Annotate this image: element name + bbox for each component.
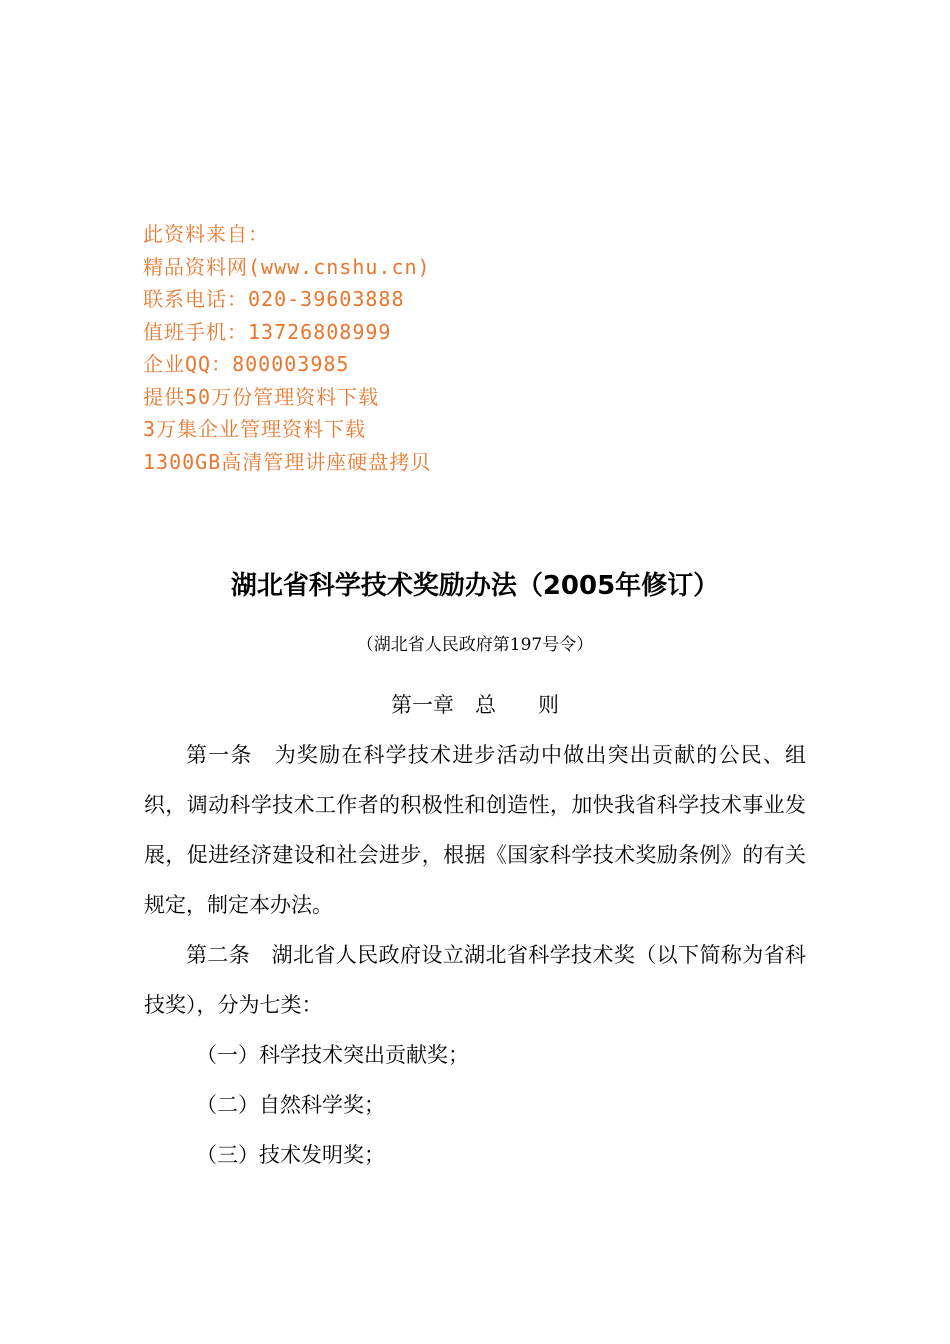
promo-line-3: 1300GB高清管理讲座硬盘拷贝 bbox=[143, 449, 432, 474]
promo-line-1: 提供50万份管理资料下载 bbox=[143, 384, 380, 409]
list-item: （一）科学技术突出贡献奖； bbox=[196, 1043, 469, 1067]
promo-line-2: 3万集企业管理资料下载 bbox=[143, 417, 367, 441]
source-info-line: 此资料来自： bbox=[143, 222, 269, 246]
article-1 bbox=[144, 730, 806, 930]
source-website-line: 精品资料网(www.cnshu.cn) bbox=[143, 254, 431, 279]
list-item: （二）自然科学奖； bbox=[196, 1093, 385, 1117]
article-2 bbox=[144, 930, 806, 1030]
article-2-text: 湖北省人民政府设立湖北省科学技术奖（以下简称为省科技奖），分为七类： bbox=[144, 943, 807, 1017]
article-2-label: 第二条 bbox=[186, 943, 251, 967]
phone-line: 联系电话：020-39603888 bbox=[143, 287, 405, 311]
document-title: 湖北省科学技术奖励办法（2005年修订） bbox=[230, 571, 720, 601]
document-body bbox=[144, 730, 806, 1180]
chapter-heading: 第一章 总 则 bbox=[391, 693, 559, 717]
source-info-block bbox=[143, 218, 431, 478]
qq-line: 企业QQ：800003985 bbox=[143, 352, 350, 376]
article-1-text: 为奖励在科学技术进步活动中做出突出贡献的公民、组织，调动科学技术工作者的积极性和创造性，加快我省科学技术事业发展，促进经济建设和社会进步，根据《国家科学技术奖励条例》的有关规定，制定本办法。 bbox=[144, 743, 807, 917]
list-item: （三）技术发明奖； bbox=[196, 1143, 385, 1167]
document-subtitle: （湖北省人民政府第197号令） bbox=[356, 635, 594, 655]
article-1-label: 第一条 bbox=[186, 743, 253, 767]
mobile-line: 值班手机：13726808999 bbox=[143, 319, 392, 344]
